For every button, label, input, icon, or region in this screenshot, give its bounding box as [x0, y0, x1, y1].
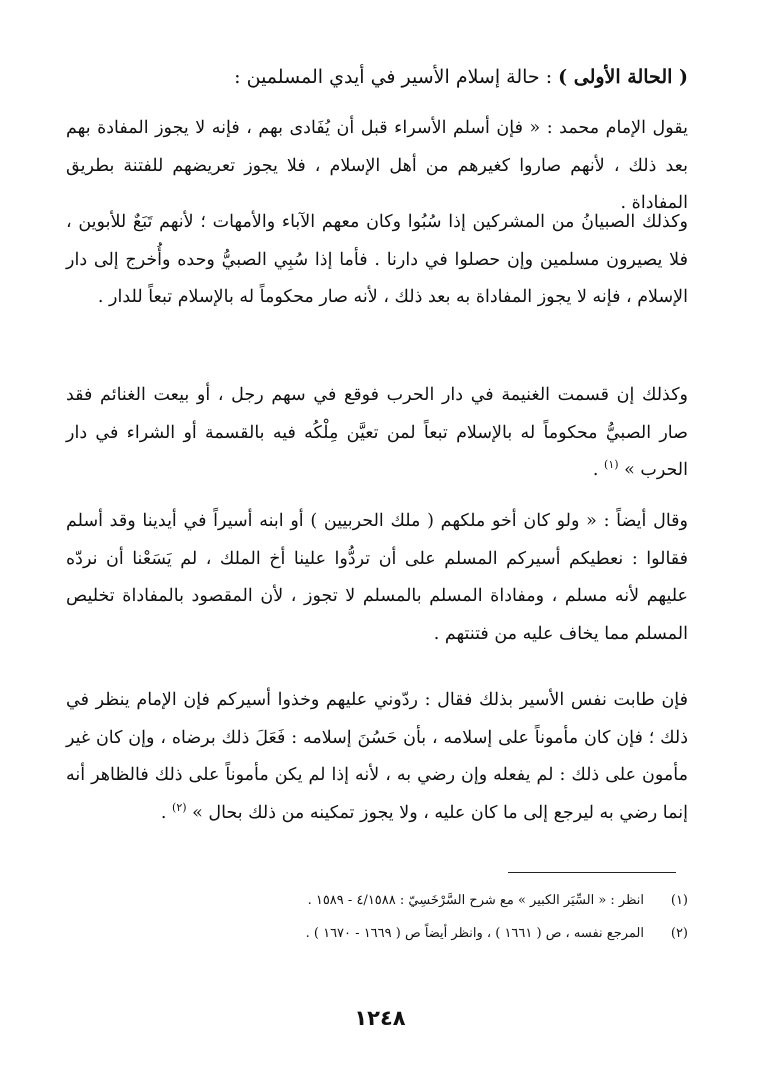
footnote-text: انظر : « السِّيَر الكبير » مع شرح السَّرْخَسِيّ : ٤/١٥٨٨ - ١٥٨٩ . — [307, 893, 644, 908]
footnote-item — [66, 884, 688, 917]
paragraph-text: يقول الإمام محمد : « فإن أسلم الأسراء قبل أن يُفَادى بهم ، فإنه لا يجوز المفادة بهم بعد ذلك ، لأنهم صاروا كغيرهم من أهل الإسلام ، فلا يجوز تعريضهم للفتنة بطريق المفاداة . — [66, 118, 688, 213]
footnotes — [66, 884, 688, 950]
paragraph-end: . — [592, 460, 605, 480]
paragraph-text: وقال أيضاً : « ولو كان أخو ملكهم ( ملك الحربيين ) أو ابنه أسيراً في أيدينا وقد أسلم فقالوا : نعطيكم أسيركم المسلم على أن تردُّوا علينا أخ الملك ، لم يَسَعْنا أن نردّه عليهم لأنه مسلم ، ومفاداة المسلم بالمسلم لا تجوز ، لأن المقصود بالمفاداة تخليص المسلم مما يخاف عليه من فتنتهم . — [66, 511, 688, 644]
footnote-number: (١) — [670, 893, 688, 908]
paragraph-end: . — [160, 802, 173, 823]
heading-text: : حالة إسلام الأسير في أيدي المسلمين : — [234, 66, 559, 88]
footnote-text: المرجع نفسه ، ص ( ١٦٦١ ) ، وانظر أيضاً ص ( ١٦٦٩ - ١٦٧٠ ) . — [305, 926, 644, 941]
page-number: ١٢٤٨ — [354, 1006, 406, 1030]
footnote-reference[interactable]: (١) — [604, 458, 619, 472]
paragraph-4 — [66, 503, 688, 653]
paragraph-2 — [66, 204, 688, 317]
paragraph-3 — [66, 377, 688, 490]
paragraph-text: فإن طابت نفس الأسير بذلك فقال : ردّوني عليهم وخذوا أسيركم فإن الإمام ينظر في ذلك ؛ فإن كان مأموناً على إسلامه ، بأن حَسُنَ إسلامه : فَعَلَ ذلك برضاه ، وإن كان غير مأمون على ذلك : لم يفعله وإن رضي به ، لأنه إذا لم يكن مأموناً على ذلك فالظاهر أنه إنما رضي به ليرجع إلى ما كان عليه ، ولا يجوز تمكينه من ذلك بحال » — [66, 690, 688, 823]
footnote-reference[interactable]: (٢) — [172, 800, 187, 814]
footnote-divider — [508, 872, 676, 873]
footnote-item — [66, 917, 688, 950]
paragraph-text: وكذلك الصبيانُ من المشركين إذا سُبُوا وكان معهم الآباء والأمهات ؛ لأنهم تَبَعٌ للأبوين ، فلا يصيرون مسلمين وإن حصلوا في دارنا . فأما إذا سُبِي الصبيُّ وحده وأُخرج إلى دار الإسلام ، فإنه لا يجوز المفاداة به بعد ذلك ، لأنه صار محكوماً له بالإسلام تبعاً للدار . — [66, 212, 688, 307]
footnote-number: (٢) — [670, 926, 688, 941]
heading-label: ( الحالة الأولى ) — [558, 66, 688, 88]
paragraph-5 — [66, 682, 688, 832]
section-heading — [68, 58, 688, 96]
paragraph-text: وكذلك إن قسمت الغنيمة في دار الحرب فوقع في سهم رجل ، أو بيعت الغنائم فقد صار الصبيُّ محكوماً له بالإسلام تبعاً لمن تعيَّن مِلْكُه فيه بالقسمة أو الشراء في دار الحرب » — [66, 385, 688, 480]
